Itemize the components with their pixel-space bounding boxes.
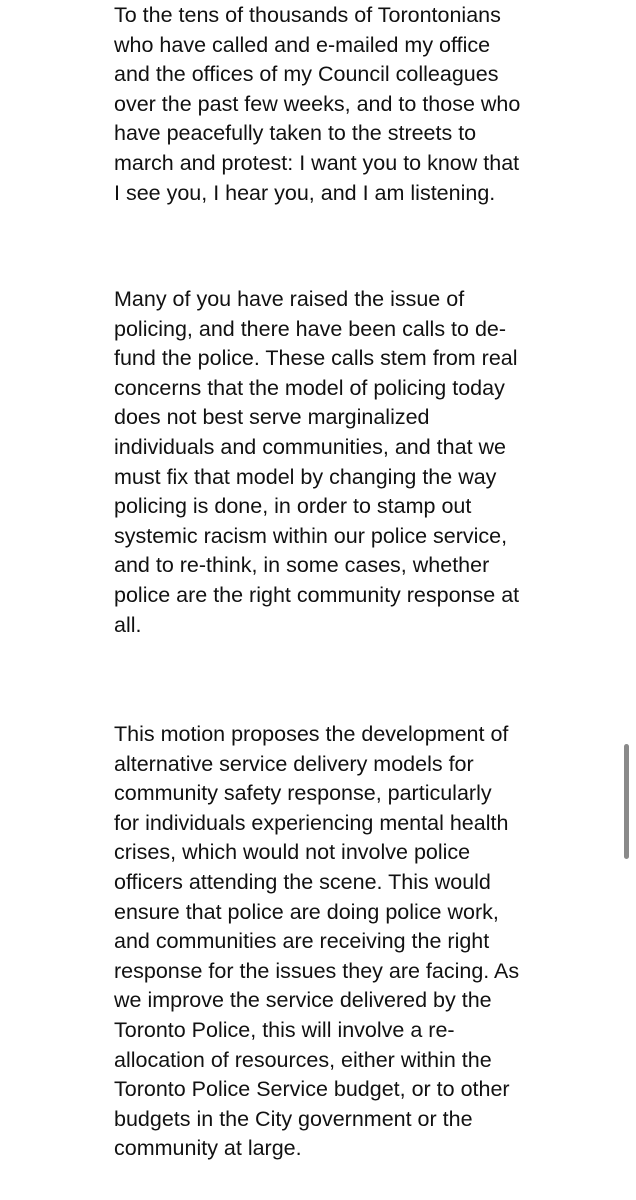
text-line: Many of you have raised the issue of bbox=[114, 287, 465, 311]
text-line: have peacefully taken to the streets to bbox=[114, 121, 477, 146]
text-line: for individuals experiencing mental health bbox=[114, 810, 509, 835]
text-line: and communities are receiving the right bbox=[114, 929, 490, 954]
paragraph-3 bbox=[114, 720, 519, 1164]
text-line: police are the right community response at bbox=[114, 582, 520, 607]
vertical-scrollbar[interactable] bbox=[624, 744, 629, 859]
text-line: must fix that model by changing the way bbox=[114, 464, 497, 489]
paragraph-2 bbox=[114, 285, 519, 640]
text-line: does not best serve marginalized bbox=[114, 405, 430, 430]
text-line: individuals and communities, and that we bbox=[114, 434, 506, 459]
text-line: and to re-think, in some cases, whether bbox=[114, 553, 490, 578]
text-line: budgets in the City government or the bbox=[114, 1106, 473, 1131]
text-line: response for the issues they are facing. As bbox=[114, 958, 520, 983]
text-line: Toronto Police, this will involve a re- bbox=[114, 1017, 455, 1042]
text-line: This motion proposes the development of bbox=[114, 722, 509, 746]
text-line: community at large. bbox=[114, 1136, 302, 1161]
text-line: all. bbox=[114, 612, 142, 637]
text-line: policing, and there have been calls to de- bbox=[114, 316, 507, 341]
text-line: over the past few weeks, and to those who bbox=[114, 91, 521, 116]
text-line: crises, which would not involve police bbox=[114, 840, 471, 865]
text-line: systemic racism within our police service, bbox=[114, 523, 508, 548]
paragraph-1 bbox=[114, 1, 520, 208]
text-line: who have called and e-mailed my office bbox=[114, 32, 491, 57]
text-line: Toronto Police Service budget, or to other bbox=[114, 1077, 510, 1102]
text-line: we improve the service delivered by the bbox=[114, 988, 492, 1013]
text-line: officers attending the scene. This would bbox=[114, 869, 491, 894]
text-line: To the tens of thousands of Torontonians bbox=[114, 3, 501, 27]
text-line: I see you, I hear you, and I am listening. bbox=[114, 180, 496, 205]
text-line: ensure that police are doing police work, bbox=[114, 899, 499, 924]
text-line: community safety response, particularly bbox=[114, 781, 492, 806]
text-line: fund the police. These calls stem from real bbox=[114, 346, 518, 371]
text-line: allocation of resources, either within the bbox=[114, 1047, 492, 1072]
text-line: concerns that the model of policing today bbox=[114, 375, 505, 400]
text-line: alternative service delivery models for bbox=[114, 751, 474, 776]
text-line: policing is done, in order to stamp out bbox=[114, 494, 472, 519]
text-line: and the offices of my Council colleagues bbox=[114, 62, 499, 87]
text-line: march and protest: I want you to know that bbox=[114, 150, 520, 175]
